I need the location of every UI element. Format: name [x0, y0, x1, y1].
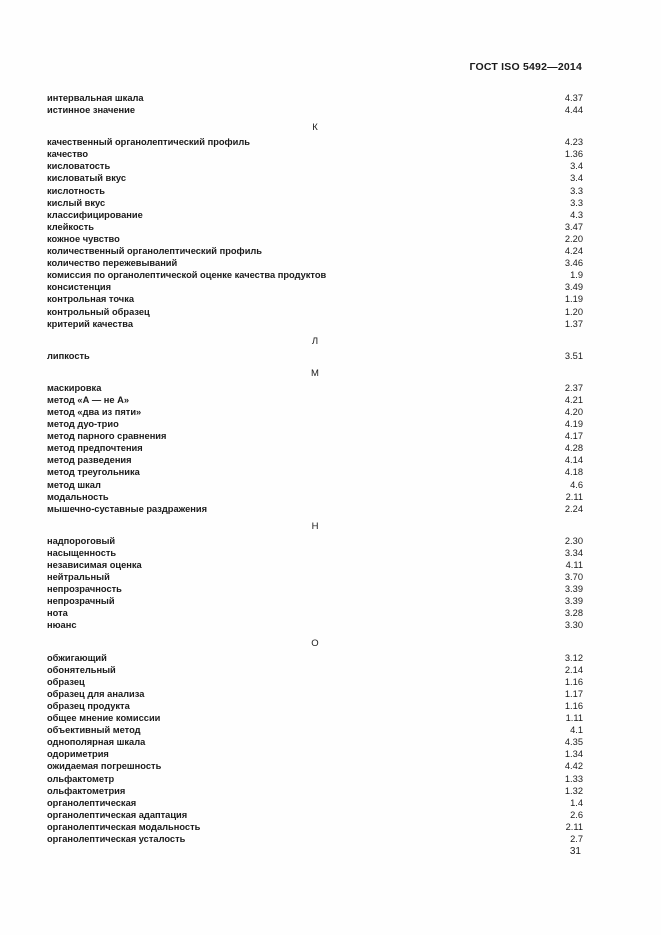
index-entry: [47, 269, 583, 281]
term-label: количественный органолептический профиль: [47, 246, 263, 257]
index-entry: [47, 221, 583, 233]
index-entry: [47, 136, 583, 148]
term-reference: 3.4: [570, 173, 583, 184]
term-label: органолептическая: [47, 797, 137, 808]
term-reference: 2.20: [564, 233, 583, 244]
index-group: [47, 336, 583, 362]
term-label: органолептическая модальность: [47, 821, 201, 832]
term-label: нюанс: [47, 620, 77, 631]
term-reference: 4.20: [564, 406, 583, 417]
term-reference: 1.9: [570, 270, 583, 281]
term-reference: 4.42: [564, 761, 583, 772]
term-label: общее мнение комиссии: [47, 713, 161, 724]
section-letter: Н: [311, 520, 319, 532]
term-reference: 2.14: [564, 664, 583, 675]
term-label: ольфактометр: [47, 773, 115, 784]
index-entry: [47, 760, 583, 772]
index-group: [47, 92, 583, 116]
term-reference: 4.17: [564, 431, 583, 442]
term-label: обонятельный: [47, 664, 116, 675]
term-label: образец для анализа: [47, 688, 145, 699]
index-entry: [47, 394, 583, 406]
index-group: [47, 368, 583, 515]
term-label: метод «два из пяти»: [47, 406, 142, 417]
term-reference: 3.30: [564, 620, 583, 631]
term-reference: 3.3: [570, 197, 583, 208]
index-entry: [47, 821, 583, 833]
index-entry: [47, 245, 583, 257]
term-reference: 3.47: [564, 221, 583, 232]
term-reference: 1.19: [564, 294, 583, 305]
term-reference: 4.14: [564, 455, 583, 466]
term-label: ожидаемая погрешность: [47, 761, 162, 772]
term-reference: 1.16: [564, 700, 583, 711]
index-entry: [47, 571, 583, 583]
index-entry: [47, 736, 583, 748]
index-entry: [47, 619, 583, 631]
term-reference: 3.3: [570, 185, 583, 196]
standard-header: ГОСТ ISO 5492—2014: [469, 61, 582, 73]
index-entry: [47, 724, 583, 736]
term-reference: 1.33: [564, 773, 583, 784]
term-reference: 4.18: [564, 467, 583, 478]
term-label: маскировка: [47, 382, 102, 393]
term-label: интервальная шкала: [47, 93, 144, 103]
term-label: обжигающий: [47, 652, 107, 663]
section-letter: О: [311, 637, 319, 649]
index-entry: [47, 785, 583, 797]
index-entry: [47, 583, 583, 595]
index-group: [47, 122, 583, 330]
term-label: непрозрачный: [47, 596, 115, 607]
term-label: мышечно-суставные раздражения: [47, 503, 208, 514]
term-label: контрольная точка: [47, 294, 135, 305]
index-entry: [47, 197, 583, 209]
term-reference: 1.11: [565, 713, 583, 724]
term-reference: 1.37: [564, 318, 583, 329]
term-reference: 1.20: [564, 306, 583, 317]
index-entry: [47, 104, 583, 116]
index-entry: [47, 676, 583, 688]
term-label: кислый вкус: [47, 197, 106, 208]
term-label: классифицирование: [47, 209, 143, 220]
term-label: нота: [47, 608, 68, 619]
index-entry: [47, 160, 583, 172]
term-reference: 3.70: [564, 572, 583, 583]
term-label: качественный органолептический профиль: [47, 137, 251, 148]
term-label: кожное чувство: [47, 233, 120, 244]
term-reference: 4.37: [564, 93, 583, 103]
index-entry: [47, 652, 583, 664]
term-reference: 1.4: [570, 797, 583, 808]
index-entry: [47, 418, 583, 430]
term-label: метод шкал: [47, 479, 101, 490]
term-label: метод разведения: [47, 455, 132, 466]
term-label: независимая оценка: [47, 560, 142, 570]
term-reference: 4.21: [564, 394, 583, 405]
index-entry: [47, 503, 583, 515]
index-entry: [47, 833, 583, 845]
term-label: объективный метод: [47, 725, 141, 736]
section-letter: К: [312, 122, 318, 134]
term-label: контрольный образец: [47, 306, 150, 317]
term-reference: 3.46: [564, 258, 583, 269]
term-reference: 2.7: [570, 833, 583, 844]
term-label: клейкость: [47, 221, 94, 232]
term-label: метод дуо-трио: [47, 419, 119, 430]
index-entry: [47, 797, 583, 809]
term-reference: 3.39: [564, 584, 583, 595]
term-reference: 3.34: [564, 547, 583, 558]
index-entry: [47, 350, 583, 362]
term-reference: 1.36: [564, 149, 583, 160]
term-reference: 2.11: [565, 821, 583, 832]
term-label: кисловатый вкус: [47, 173, 127, 184]
section-letter: Л: [311, 335, 319, 347]
index-entry: [47, 547, 583, 559]
term-label: качество: [47, 149, 89, 160]
index-entry: [47, 773, 583, 785]
term-label: образец: [47, 676, 85, 687]
term-label: органолептическая усталость: [47, 833, 186, 844]
term-label: критерий качества: [47, 318, 133, 329]
term-label: количество пережевываний: [47, 258, 178, 269]
term-reference: 2.37: [564, 382, 583, 393]
term-reference: 4.24: [564, 246, 583, 257]
index-entry: [47, 209, 583, 221]
term-reference: 4.11: [565, 560, 583, 570]
index-entry: [47, 479, 583, 491]
term-reference: 1.16: [564, 676, 583, 687]
index-entry: [47, 293, 583, 305]
term-label: ольфактометрия: [47, 785, 126, 796]
term-reference: 1.34: [564, 749, 583, 760]
term-reference: 2.30: [564, 535, 583, 546]
term-reference: 4.23: [564, 137, 583, 148]
term-reference: 1.32: [564, 785, 583, 796]
term-reference: 3.4: [570, 161, 583, 172]
index-entry: [47, 442, 583, 454]
index-entry: [47, 688, 583, 700]
term-label: метод парного сравнения: [47, 431, 167, 442]
term-reference: 3.39: [564, 596, 583, 607]
term-reference: 4.28: [564, 443, 583, 454]
index-entry: [47, 607, 583, 619]
index-entry: [47, 748, 583, 760]
index-entry: [47, 559, 583, 571]
term-reference: 3.49: [564, 282, 583, 293]
index-entry: [47, 281, 583, 293]
term-reference: 1.17: [564, 688, 583, 699]
term-reference: 4.44: [564, 105, 583, 116]
term-reference: 4.19: [564, 419, 583, 430]
term-reference: 2.11: [565, 491, 583, 502]
term-reference: 4.35: [564, 737, 583, 748]
index-entry: [47, 535, 583, 547]
index-entry: [47, 430, 583, 442]
term-reference: 3.12: [564, 652, 583, 663]
index-entry: [47, 318, 583, 330]
index-entry: [47, 233, 583, 245]
index-entry: [47, 257, 583, 269]
term-reference: 4.3: [570, 209, 583, 220]
term-label: комиссия по органолептической оценке качества продуктов: [47, 270, 327, 281]
index-entry: [47, 700, 583, 712]
term-label: непрозрачность: [47, 584, 122, 595]
term-label: насыщенность: [47, 547, 117, 558]
index-entry: [47, 491, 583, 503]
index-entry: [47, 664, 583, 676]
term-reference: 4.6: [570, 479, 583, 490]
term-label: истинное значение: [47, 105, 136, 116]
term-reference: 2.6: [570, 809, 583, 820]
term-label: метод «А — не А»: [47, 394, 129, 405]
term-label: надпороговый: [47, 535, 116, 546]
index-entry: [47, 809, 583, 821]
index-entry: [47, 306, 583, 318]
term-reference: 2.24: [564, 503, 583, 514]
index-entry: [47, 172, 583, 184]
index-entry: [47, 595, 583, 607]
term-label: модальность: [47, 491, 109, 502]
term-label: консистенция: [47, 282, 112, 293]
term-label: кислотность: [47, 185, 105, 196]
index-entry: [47, 454, 583, 466]
term-reference: 3.51: [564, 350, 583, 361]
term-label: органолептическая адаптация: [47, 809, 188, 820]
term-reference: 4.1: [570, 725, 583, 736]
term-label: однополярная шкала: [47, 737, 146, 748]
section-letter: М: [311, 367, 319, 379]
term-label: кисловатость: [47, 161, 111, 172]
index-group: [47, 521, 583, 632]
index-entry: [47, 382, 583, 394]
term-index: [47, 92, 583, 845]
term-label: нейтральный: [47, 572, 110, 583]
index-entry: [47, 92, 583, 104]
term-label: одориметрия: [47, 749, 109, 760]
index-entry: [47, 148, 583, 160]
index-entry: [47, 185, 583, 197]
term-label: метод треугольника: [47, 467, 140, 478]
term-reference: 3.28: [564, 608, 583, 619]
index-entry: [47, 466, 583, 478]
index-entry: [47, 712, 583, 724]
index-group: [47, 638, 583, 846]
term-label: метод предпочтения: [47, 443, 143, 454]
index-entry: [47, 406, 583, 418]
term-label: липкость: [47, 350, 90, 361]
page-number: 31: [569, 846, 581, 857]
term-label: образец продукта: [47, 700, 130, 711]
